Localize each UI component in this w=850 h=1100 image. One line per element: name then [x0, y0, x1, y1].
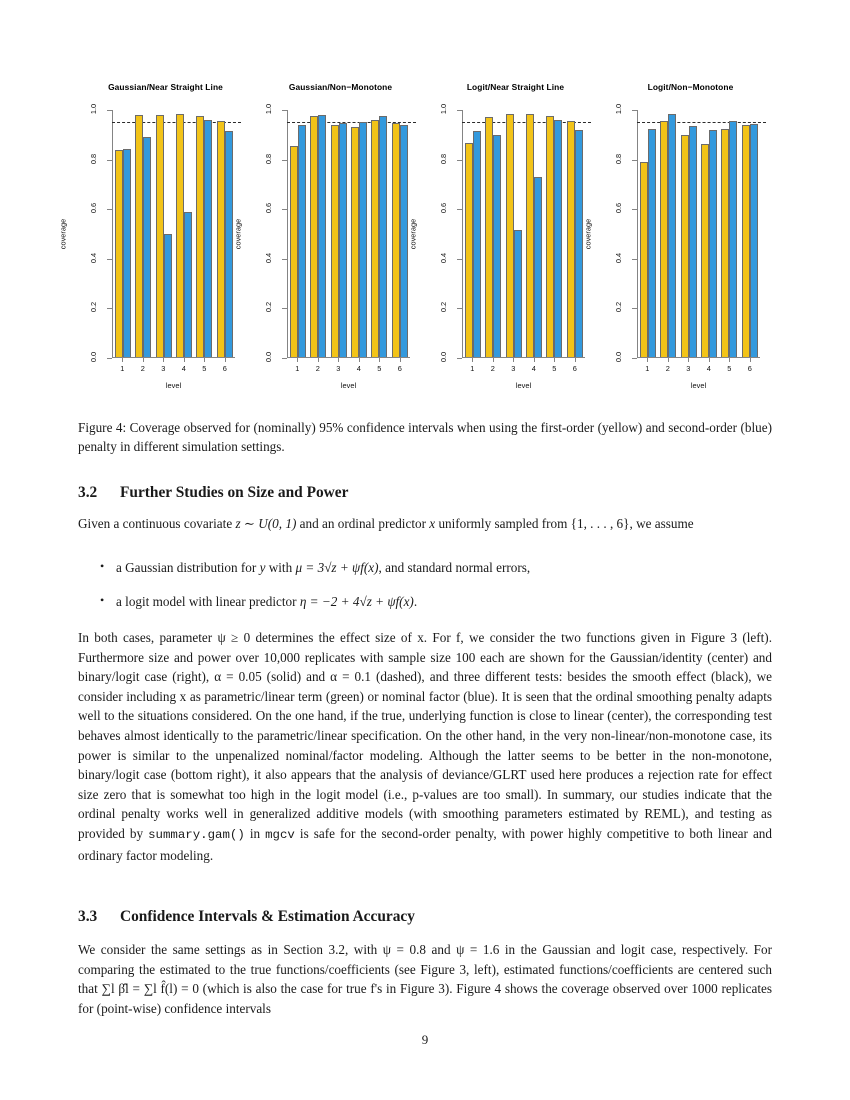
y-axis-tick — [632, 308, 637, 309]
bar-group-level-4 — [349, 110, 369, 357]
bar-second-order-level-5 — [379, 116, 387, 357]
chart-panel-4 — [583, 82, 778, 402]
x-axis-tick — [174, 358, 195, 362]
intro-text-b: and an ordinal predictor — [296, 516, 430, 531]
bar-group-level-6 — [740, 110, 760, 357]
bar-second-order-level-1 — [648, 129, 656, 357]
x-axis-tick-label: 2 — [490, 364, 495, 373]
bar-group-level-5 — [194, 110, 214, 357]
bar-first-order-level-6 — [217, 121, 225, 357]
y-axis-tick-label: 0.4 — [264, 252, 273, 263]
bar-group-level-6 — [565, 110, 585, 357]
bar-group-level-5 — [369, 110, 389, 357]
paragraph-confidence-intervals: We consider the same settings as in Section 3.2, with ψ = 0.8 and ψ = 1.6 in the Gaussian and logit case, respectively. For comparing the estimated to the true functions/coefficients (see Figure 3, left), estimated functions/coefficients are centered such that ∑l β̂l = ∑l f̂(l) = 0 (which is also the case for true f's in Figure 3). Figure 4 shows the coverage observed over 1000 replicates for (point-wise) confidence intervals — [78, 942, 772, 1016]
chart-panel-3 — [408, 82, 603, 402]
y-axis-tick-label: 0.2 — [264, 302, 273, 313]
x-axis-tick-labels — [462, 364, 585, 373]
y-axis-tick-label: 0.8 — [614, 153, 623, 164]
y-axis-tick-label: 0.6 — [439, 203, 448, 214]
bar-first-order-level-5 — [546, 116, 554, 357]
section-heading-3-2 — [78, 484, 772, 502]
list-item-logit-model — [78, 592, 772, 612]
chart-title: Logit/Near Straight Line — [466, 82, 565, 92]
bar-group-level-5 — [719, 110, 739, 357]
y-axis-tick — [282, 259, 287, 260]
plot-area — [58, 103, 235, 363]
bar-first-order-level-4 — [351, 127, 359, 357]
bar-second-order-level-3 — [339, 123, 347, 357]
y-axis-tick — [107, 259, 112, 260]
bar-first-order-level-2 — [310, 116, 318, 357]
y-axis-tick — [107, 110, 112, 111]
section-number-3-3: 3.3 — [78, 908, 98, 925]
x-axis-tick — [678, 358, 699, 362]
bar-second-order-level-6 — [400, 125, 408, 357]
x-axis-tick-label: 6 — [397, 364, 402, 373]
x-axis-tick-label: 4 — [706, 364, 711, 373]
intro-text-a: Given a continuous covariate — [78, 516, 236, 531]
x-axis-label: level — [340, 381, 357, 390]
bar-first-order-level-5 — [196, 116, 204, 357]
y-axis-tick-label: 0.2 — [89, 302, 98, 313]
bar-group-level-1 — [288, 110, 308, 357]
bullet2-text-b: . — [413, 593, 418, 609]
chart-title: Gaussian/Near Straight Line — [108, 82, 223, 92]
math-logit-predictor: η = −2 + 4√z + ψf(x) — [299, 593, 414, 609]
bullet1-text-b: with — [265, 560, 296, 575]
figure-4 — [58, 82, 778, 402]
bar-first-order-level-6 — [392, 123, 400, 357]
x-axis-tick-label: 2 — [665, 364, 670, 373]
x-axis-tick — [390, 358, 411, 362]
bar-first-order-level-4 — [526, 114, 534, 357]
x-axis-tick — [112, 358, 133, 362]
plot-area — [233, 103, 410, 363]
bar-second-order-level-1 — [123, 149, 131, 357]
bar-first-order-level-3 — [506, 114, 514, 357]
y-axis-tick — [632, 110, 637, 111]
y-axis-tick — [457, 259, 462, 260]
x-axis-ticks — [637, 358, 760, 362]
x-axis-tick-label: 1 — [645, 364, 650, 373]
list-item-gaussian-model — [78, 558, 772, 578]
x-axis-tick-label: 4 — [531, 364, 536, 373]
y-axis-tick-label: 1.0 — [264, 103, 273, 115]
x-axis-tick — [328, 358, 349, 362]
bar-first-order-level-4 — [176, 114, 184, 357]
x-axis-tick-label: 3 — [336, 364, 341, 373]
bar-group-level-2 — [483, 110, 503, 357]
y-axis-tick — [632, 209, 637, 210]
y-axis-tick — [282, 110, 287, 111]
bar-group-level-4 — [524, 110, 544, 357]
chart-panel-1 — [58, 82, 253, 402]
y-axis-label: coverage — [233, 218, 243, 250]
paragraph-intro-3-2 — [78, 514, 772, 534]
bar-second-order-level-2 — [143, 137, 151, 357]
bar-group-level-3 — [329, 110, 349, 357]
x-axis-tick-label: 4 — [181, 364, 186, 373]
bar-second-order-level-2 — [668, 114, 676, 357]
bar-second-order-level-1 — [298, 125, 306, 357]
math-index-set: {1, . . . , 6} — [570, 516, 630, 531]
y-axis-tick — [457, 209, 462, 210]
x-axis-tick-label: 6 — [572, 364, 577, 373]
section-title-3-2: Further Studies on Size and Power — [120, 484, 349, 501]
x-axis-tick — [194, 358, 215, 362]
bullet1-text-c: , and standard normal errors, — [378, 560, 531, 575]
x-axis-tick — [215, 358, 236, 362]
x-axis-tick-label: 1 — [295, 364, 300, 373]
bar-first-order-level-6 — [567, 121, 575, 357]
bar-second-order-level-3 — [164, 234, 172, 357]
x-axis-tick — [565, 358, 586, 362]
x-axis-tick-labels — [287, 364, 410, 373]
y-axis-tick — [282, 308, 287, 309]
x-axis-tick — [740, 358, 761, 362]
model-assumption-list — [78, 558, 772, 625]
bar-second-order-level-2 — [318, 115, 326, 357]
x-axis-tick-label: 3 — [686, 364, 691, 373]
intro-text-c: uniformly sampled from — [435, 516, 571, 531]
math-x: x — [429, 516, 436, 531]
intro-text-d: , we assume — [629, 516, 694, 531]
y-axis-tick-label: 1.0 — [89, 103, 98, 115]
chart-panels — [58, 82, 778, 402]
y-axis-tick-label: 0.4 — [89, 252, 98, 263]
y-axis-tick-label: 0.0 — [439, 351, 448, 363]
x-axis-label: level — [165, 381, 182, 390]
y-axis-tick-label: 0.8 — [439, 153, 448, 164]
y-axis-tick — [107, 160, 112, 161]
y-axis-tick-label: 0.6 — [89, 203, 98, 214]
y-axis-tick — [107, 308, 112, 309]
x-axis-tick — [287, 358, 308, 362]
y-axis-tick-label: 0.0 — [614, 351, 623, 363]
x-axis-tick — [699, 358, 720, 362]
x-axis-ticks — [287, 358, 410, 362]
bar-group-level-4 — [174, 110, 194, 357]
bar-first-order-level-3 — [156, 115, 164, 357]
x-axis-tick-label: 3 — [511, 364, 516, 373]
y-axis-label: coverage — [408, 218, 418, 250]
y-axis-tick-label: 0.6 — [614, 203, 623, 214]
bar-second-order-level-5 — [554, 120, 562, 357]
bar-group-level-2 — [658, 110, 678, 357]
bar-second-order-level-3 — [689, 126, 697, 357]
bar-first-order-level-1 — [290, 146, 298, 357]
y-axis-tick — [457, 110, 462, 111]
bar-second-order-level-6 — [225, 131, 233, 357]
y-axis-tick-label: 0.6 — [264, 203, 273, 214]
y-axis-tick-label: 1.0 — [439, 103, 448, 115]
bar-first-order-level-4 — [701, 144, 709, 357]
y-axis-tick — [457, 160, 462, 161]
bar-second-order-level-5 — [204, 120, 212, 357]
y-axis-tick — [632, 259, 637, 260]
bar-first-order-level-3 — [331, 125, 339, 357]
x-axis-tick-label: 5 — [552, 364, 557, 373]
y-axis-tick-label: 0.8 — [89, 153, 98, 164]
x-axis-tick-label: 4 — [356, 364, 361, 373]
bar-first-order-level-2 — [135, 115, 143, 357]
bullet2-text-a: a logit model with linear predictor — [116, 593, 300, 609]
bar-second-order-level-4 — [184, 212, 192, 357]
bar-first-order-level-1 — [465, 143, 473, 357]
y-axis-tick — [282, 160, 287, 161]
bar-first-order-level-2 — [660, 121, 668, 357]
bar-first-order-level-3 — [681, 135, 689, 357]
x-axis-tick — [503, 358, 524, 362]
bar-second-order-level-6 — [575, 130, 583, 357]
code-span-1: mgcv — [265, 827, 295, 842]
x-axis-tick-label: 2 — [140, 364, 145, 373]
bar-group-level-6 — [215, 110, 235, 357]
bullet1-text-a: a Gaussian distribution for — [116, 560, 260, 575]
x-axis-tick-label: 5 — [727, 364, 732, 373]
math-gaussian-mean: μ = 3√z + ψf(x) — [295, 560, 379, 575]
y-axis-label: coverage — [58, 218, 68, 250]
bar-second-order-level-5 — [729, 121, 737, 357]
plot-area — [408, 103, 585, 363]
x-axis-tick-label: 5 — [202, 364, 207, 373]
plot-area — [583, 103, 760, 363]
bar-group-container — [638, 110, 760, 357]
x-axis-tick — [133, 358, 154, 362]
section-heading-3-3 — [78, 908, 772, 926]
bar-second-order-level-4 — [359, 122, 367, 357]
y-axis-tick-label: 1.0 — [614, 103, 623, 115]
x-axis-tick — [369, 358, 390, 362]
bar-second-order-level-1 — [473, 131, 481, 357]
code-span-0: summary.gam() — [148, 827, 245, 842]
x-axis-tick — [153, 358, 174, 362]
x-axis-tick — [524, 358, 545, 362]
x-axis-tick-labels — [112, 364, 235, 373]
x-axis-tick — [658, 358, 679, 362]
bar-first-order-level-5 — [371, 120, 379, 357]
bar-second-order-level-6 — [750, 124, 758, 357]
y-axis-tick-label: 0.2 — [439, 302, 448, 313]
y-axis-tick-label: 0.4 — [439, 252, 448, 263]
y-axis-tick-label: 0.8 — [264, 153, 273, 164]
bar-group-level-1 — [113, 110, 133, 357]
y-axis-tick — [632, 160, 637, 161]
x-axis-tick — [544, 358, 565, 362]
bar-group-level-1 — [638, 110, 658, 357]
y-axis-tick-label: 0.0 — [264, 351, 273, 363]
x-axis-label: level — [515, 381, 532, 390]
bar-group-level-2 — [133, 110, 153, 357]
math-z-distribution: z ∼ U(0, 1) — [235, 516, 297, 531]
y-axis-tick-label: 0.2 — [614, 302, 623, 313]
y-axis-label: coverage — [583, 218, 593, 250]
math-y: y — [259, 560, 266, 575]
chart-title: Gaussian/Non−Monotone — [288, 82, 393, 92]
bar-first-order-level-6 — [742, 125, 750, 357]
y-axis-tick — [107, 209, 112, 210]
bar-second-order-level-4 — [534, 177, 542, 357]
x-axis-tick — [308, 358, 329, 362]
page-number: 9 — [421, 1032, 429, 1047]
x-axis-tick — [719, 358, 740, 362]
y-axis-tick — [457, 308, 462, 309]
bar-group-level-3 — [154, 110, 174, 357]
bar-second-order-level-4 — [709, 130, 717, 357]
figure-caption: Figure 4: Coverage observed for (nominally) 95% confidence intervals when using the first-order (yellow) and second-order (blue) penalty in different simulation settings. — [78, 420, 772, 454]
x-axis-ticks — [462, 358, 585, 362]
bar-second-order-level-2 — [493, 135, 501, 357]
bar-group-level-3 — [679, 110, 699, 357]
section-title-3-3: Confidence Intervals & Estimation Accuracy — [120, 908, 415, 925]
x-axis-tick — [349, 358, 370, 362]
bar-group-container — [288, 110, 410, 357]
x-axis-tick-label: 1 — [120, 364, 125, 373]
bar-group-level-1 — [463, 110, 483, 357]
x-axis-tick-label: 6 — [747, 364, 752, 373]
x-axis-tick-labels — [637, 364, 760, 373]
section-number-3-2: 3.2 — [78, 484, 98, 501]
x-axis-tick-label: 6 — [222, 364, 227, 373]
bar-first-order-level-1 — [115, 150, 123, 357]
x-axis-ticks — [112, 358, 235, 362]
bar-group-container — [113, 110, 235, 357]
bar-group-level-3 — [504, 110, 524, 357]
chart-title: Logit/Non−Monotone — [647, 82, 734, 92]
bar-first-order-level-2 — [485, 117, 493, 357]
bar-group-level-5 — [544, 110, 564, 357]
y-axis-tick-label: 0.4 — [614, 252, 623, 263]
y-axis-tick-label: 0.0 — [89, 351, 98, 363]
chart-panel-2 — [233, 82, 428, 402]
y-axis-tick — [282, 209, 287, 210]
x-axis-tick-label: 5 — [377, 364, 382, 373]
bar-group-level-4 — [699, 110, 719, 357]
x-axis-tick-label: 3 — [161, 364, 166, 373]
bar-second-order-level-3 — [514, 230, 522, 357]
x-axis-tick — [462, 358, 483, 362]
paragraph-size-and-power: In both cases, parameter ψ ≥ 0 determines the effect size of x. For f, we consider the two functions given in Figure 3 (left). Furthermore size and power over 10,000 replicates with sample size 100 each are shown for the Gaussian/identity (center) and binary/logit case (right), α = 0.05 (solid) and α = 0.1 (dashed), and three different tests: besides the smooth effect (black), we consider including x as parametric/linear term (green) or nominal factor (blue). It is seen that the ordinal smoothing penalty adapts well to the situations considered. On the one hand, if the true, underlying function is close to linear (center), the corresponding test behaves almost identically to the parametric/linear specification. On the other hand, in the very non-linear/non-monotone case, its power is similar to the unpenalized nominal/factor modeling. Although the latter seems to be better in the non-monotone, binary/logit case (bottom right), it also appears that the analysis of deviance/GLRT used here produces a rejection rate for effect size zero that is somewhat too high in the logit model (i.e., p-values are too small). In summary, our studies indicate that the ordinal penalty works well in generalized additive models (with smoothing parameters estimated by REML), and testing as provided by summary.gam() in mgcv is safe for the second-order penalty, with power highly competitive to both linear and ordinary factor modeling. — [78, 630, 772, 863]
bar-first-order-level-5 — [721, 129, 729, 357]
bar-group-container — [463, 110, 585, 357]
x-axis-label: level — [690, 381, 707, 390]
bar-group-level-6 — [390, 110, 410, 357]
bar-first-order-level-1 — [640, 162, 648, 357]
x-axis-tick — [637, 358, 658, 362]
x-axis-tick-label: 1 — [470, 364, 475, 373]
x-axis-tick — [483, 358, 504, 362]
bar-group-level-2 — [308, 110, 328, 357]
x-axis-tick-label: 2 — [315, 364, 320, 373]
